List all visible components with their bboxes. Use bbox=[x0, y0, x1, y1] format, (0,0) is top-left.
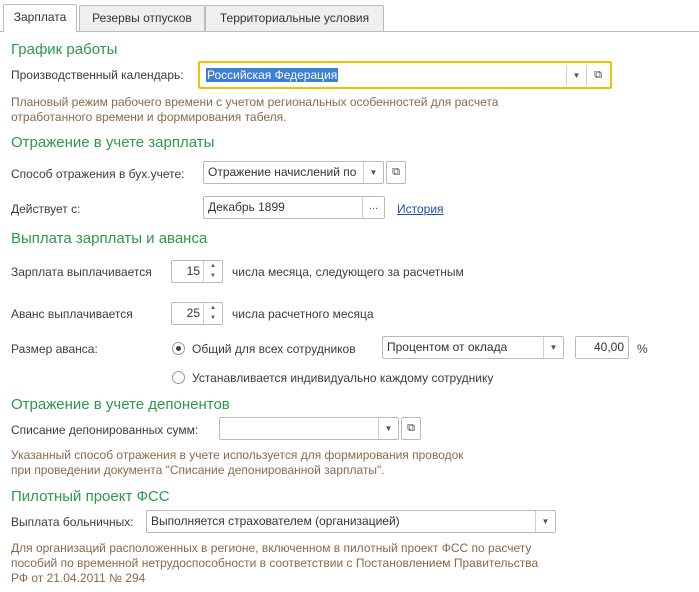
method-label: Способ отражения в бух.учете: bbox=[11, 167, 185, 181]
schedule-note-line2: отработанного времени и формирования табеля. bbox=[11, 110, 287, 124]
select-date-button[interactable]: ... bbox=[362, 197, 384, 218]
spin-up-down-icon[interactable]: ▲ ▼ bbox=[203, 261, 222, 282]
section-heading-payment: Выплата зарплаты и аванса bbox=[11, 230, 208, 247]
effective-label: Действует с: bbox=[11, 202, 81, 216]
advance-percent-value: 40,00 bbox=[593, 340, 624, 354]
salary-day-suffix: числа месяца, следующего за расчетным bbox=[232, 265, 464, 279]
tab-vacation-reserves[interactable]: Резервы отпусков bbox=[79, 5, 205, 31]
calendar-value: Российская Федерация bbox=[207, 68, 338, 82]
advance-day-suffix: числа расчетного месяца bbox=[232, 307, 374, 321]
writeoff-field[interactable] bbox=[219, 417, 399, 440]
sick-pay-value: Выполняется страхователем (организацией) bbox=[151, 514, 400, 528]
salary-day-label: Зарплата выплачивается bbox=[11, 265, 152, 279]
fss-note-line3: РФ от 21.04.2011 № 294 bbox=[11, 571, 146, 585]
deposits-note-line2: при проведении документа "Списание депонированной зарплаты". bbox=[11, 463, 385, 477]
open-form-icon[interactable]: ⧉ bbox=[386, 161, 406, 184]
sick-pay-label: Выплата больничных: bbox=[11, 515, 134, 529]
sick-pay-field[interactable] bbox=[146, 510, 556, 533]
calendar-field[interactable] bbox=[198, 61, 612, 89]
advance-method-value: Процентом от оклада bbox=[387, 340, 508, 354]
salary-day-value: 15 bbox=[186, 264, 200, 278]
deposits-note-line1: Указанный способ отражения в учете используется для формирования проводок bbox=[11, 448, 464, 462]
open-form-icon[interactable]: ⧉ bbox=[401, 417, 421, 440]
chevron-down-icon[interactable]: ▼ bbox=[566, 65, 586, 85]
tab-territorial-conditions[interactable]: Территориальные условия bbox=[205, 5, 384, 31]
section-heading-accounting: Отражение в учете зарплаты bbox=[11, 134, 215, 151]
chevron-down-icon[interactable]: ▼ bbox=[535, 511, 555, 532]
method-value: Отражение начислений по bbox=[208, 165, 357, 179]
radio-individual-label: Устанавливается индивидуально каждому сотруднику bbox=[192, 371, 494, 385]
section-heading-schedule: График работы bbox=[11, 41, 118, 58]
writeoff-label: Списание депонированных сумм: bbox=[11, 423, 199, 437]
salary-day-stepper[interactable] bbox=[171, 260, 223, 283]
advance-size-label: Размер аванса: bbox=[11, 342, 98, 356]
tab-salary[interactable]: Зарплата bbox=[3, 4, 77, 32]
advance-day-stepper[interactable] bbox=[171, 302, 223, 325]
percent-sign: % bbox=[637, 342, 648, 356]
effective-date-field[interactable] bbox=[203, 196, 385, 219]
advance-day-value: 25 bbox=[186, 306, 200, 320]
chevron-down-icon[interactable]: ▼ bbox=[543, 337, 563, 358]
fss-note-line1: Для организаций расположенных в регионе, включенном в пилотный проект ФСС по расчету bbox=[11, 541, 532, 555]
spin-up-down-icon[interactable]: ▲ ▼ bbox=[203, 303, 222, 324]
radio-common-label: Общий для всех сотрудников bbox=[192, 342, 356, 356]
advance-method-field[interactable] bbox=[382, 336, 564, 359]
section-heading-fss: Пилотный проект ФСС bbox=[11, 488, 170, 505]
calendar-label: Производственный календарь: bbox=[11, 68, 184, 82]
method-field[interactable] bbox=[203, 161, 384, 184]
advance-percent-field[interactable] bbox=[575, 336, 629, 359]
open-form-icon[interactable]: ⧉ bbox=[586, 65, 609, 85]
chevron-down-icon[interactable]: ▼ bbox=[363, 162, 383, 183]
effective-date-value: Декабрь 1899 bbox=[208, 200, 285, 214]
radio-individual[interactable] bbox=[172, 371, 185, 384]
history-link[interactable]: История bbox=[397, 202, 444, 216]
radio-common[interactable] bbox=[172, 342, 185, 355]
section-heading-deposits: Отражение в учете депонентов bbox=[11, 396, 230, 413]
chevron-down-icon[interactable]: ▼ bbox=[378, 418, 398, 439]
advance-day-label: Аванс выплачивается bbox=[11, 307, 133, 321]
tabs-baseline bbox=[0, 31, 699, 32]
fss-note-line2: пособий по временной нетрудоспособности в соответствии с Постановлением Правительства bbox=[11, 556, 539, 570]
schedule-note-line1: Плановый режим рабочего времени с учетом региональных особенностей для расчета bbox=[11, 95, 499, 109]
